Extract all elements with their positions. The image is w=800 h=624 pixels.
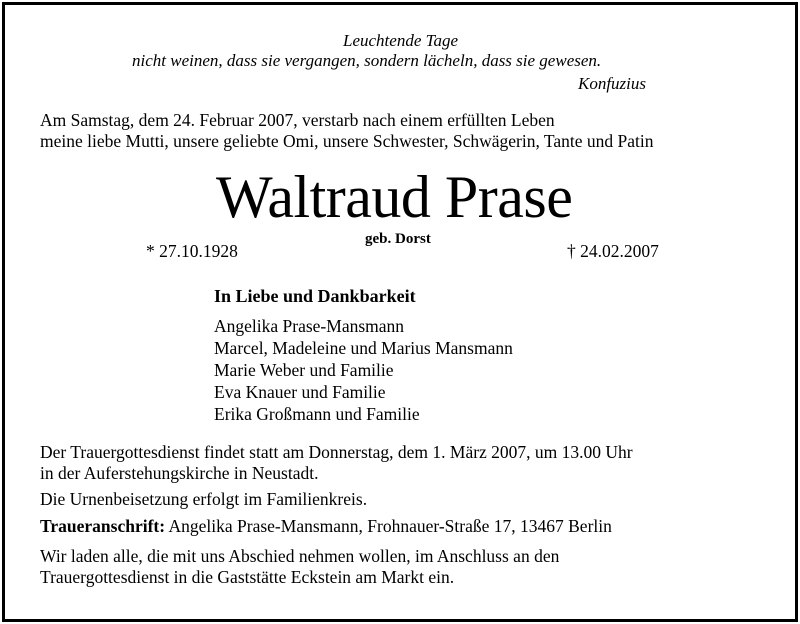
service-line-2: in der Auferstehungskirche in Neustadt. xyxy=(40,463,319,483)
deceased-name: Waltraud Prase xyxy=(216,164,573,230)
address-text: Angelika Prase-Mansmann, Frohnauer-Straße 17, 13467 Berlin xyxy=(168,516,612,536)
announcement-line-1: Am Samstag, dem 24. Februar 2007, verstarb nach einem erfüllten Leben xyxy=(40,110,555,130)
announcement-line-2: meine liebe Mutti, unsere geliebte Omi, unsere Schwester, Schwägerin, Tante und Patin xyxy=(40,131,654,151)
motto-quote: nicht weinen, dass sie vergangen, sondern lächeln, dass sie gewesen. xyxy=(132,51,602,70)
mourner-name: Marcel, Madeleine und Marius Mansmann xyxy=(214,338,513,358)
mourning-address xyxy=(40,516,612,537)
mourners-list xyxy=(214,315,513,425)
service-line-1: Der Trauergottesdienst findet statt am Donnerstag, dem 1. März 2007, um 13.00 Uhr xyxy=(40,442,633,462)
mourner-name: Angelika Prase-Mansmann xyxy=(214,316,405,336)
invitation-line-1: Wir laden alle, die mit uns Abschied nehmen wollen, im Anschluss an den xyxy=(40,546,560,566)
birth-name: geb. Dorst xyxy=(365,231,431,247)
death-date: † 24.02.2007 xyxy=(567,241,659,261)
mourner-name: Eva Knauer und Familie xyxy=(214,382,386,402)
mourner-name: Erika Großmann und Familie xyxy=(214,404,420,424)
motto-title: Leuchtende Tage xyxy=(343,31,459,50)
mourner-name: Marie Weber und Familie xyxy=(214,360,394,380)
burial-info: Die Urnenbeisetzung erfolgt im Familienkreis. xyxy=(40,489,368,509)
address-label: Traueranschrift: xyxy=(40,516,166,536)
mourners-heading: In Liebe und Dankbarkeit xyxy=(214,286,416,306)
invitation-line-2: Trauergottesdienst in die Gaststätte Eckstein am Markt ein. xyxy=(40,567,455,587)
motto-author: Konfuzius xyxy=(578,74,647,93)
birth-date: * 27.10.1928 xyxy=(146,241,238,261)
